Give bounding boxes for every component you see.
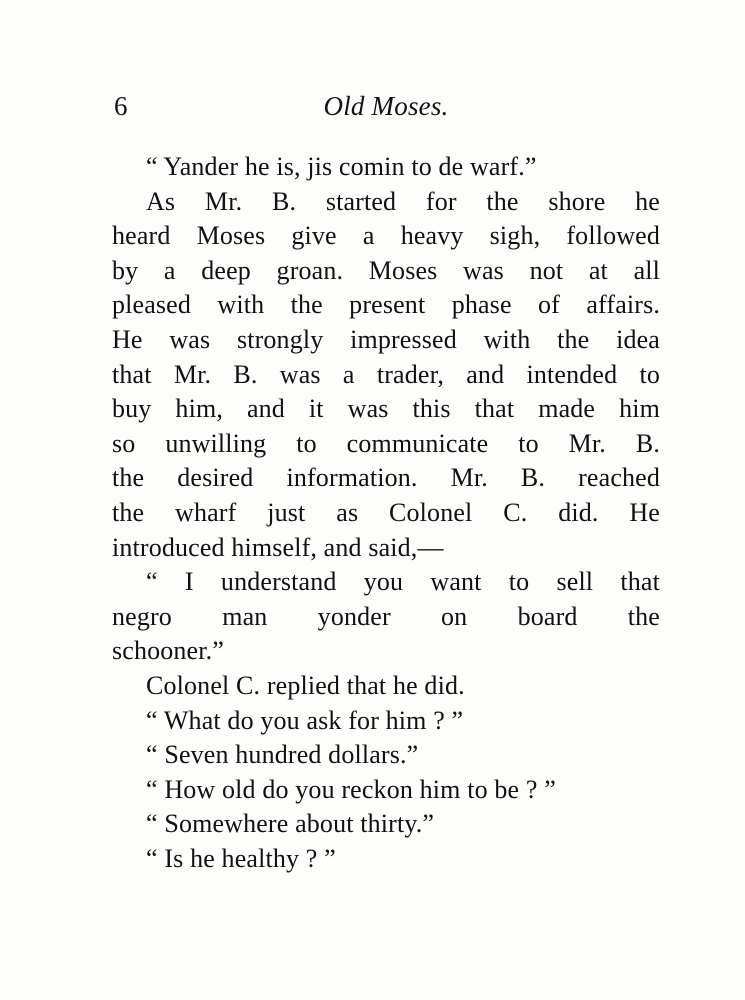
text-line: “ Seven hundred dollars.” (146, 740, 419, 770)
text-line: negro man yonder on board the (112, 601, 660, 631)
page-header (112, 88, 660, 124)
text-line: buy him, and it was this that made him (112, 394, 660, 424)
text-line: “ Somewhere about thirty.” (146, 809, 435, 839)
text-line: As Mr. B. started for the shore he (146, 186, 660, 216)
text-line: pleased with the present phase of affairs. (112, 290, 660, 320)
text-line: so unwilling to communicate to Mr. B. (112, 428, 660, 458)
text-line: “ How old do you reckon him to be ? ” (146, 774, 556, 804)
running-title: Old Moses. (323, 91, 449, 121)
text-line: schooner.” (112, 636, 224, 666)
text-line: He was strongly impressed with the idea (112, 324, 660, 354)
text-line: “ I understand you want to sell that (146, 567, 660, 597)
text-line: heard Moses give a heavy sigh, followed (112, 221, 660, 251)
page-number: 6 (114, 91, 128, 121)
text-line: the wharf just as Colonel C. did. He (112, 497, 660, 527)
text-line: “ Is he healthy ? ” (146, 843, 336, 873)
text-line: introduced himself, and said,— (112, 532, 444, 562)
text-line: the desired information. Mr. B. reached (112, 463, 660, 493)
text-line: Colonel C. replied that he did. (146, 670, 465, 700)
body-text (112, 150, 660, 876)
text-line: by a deep groan. Moses was not at all (112, 255, 660, 285)
text-line: that Mr. B. was a trader, and intended to (112, 359, 660, 389)
text-line: “ Yander he is, jis comin to de warf.” (146, 152, 537, 181)
text-line: “ What do you ask for him ? ” (146, 705, 464, 735)
